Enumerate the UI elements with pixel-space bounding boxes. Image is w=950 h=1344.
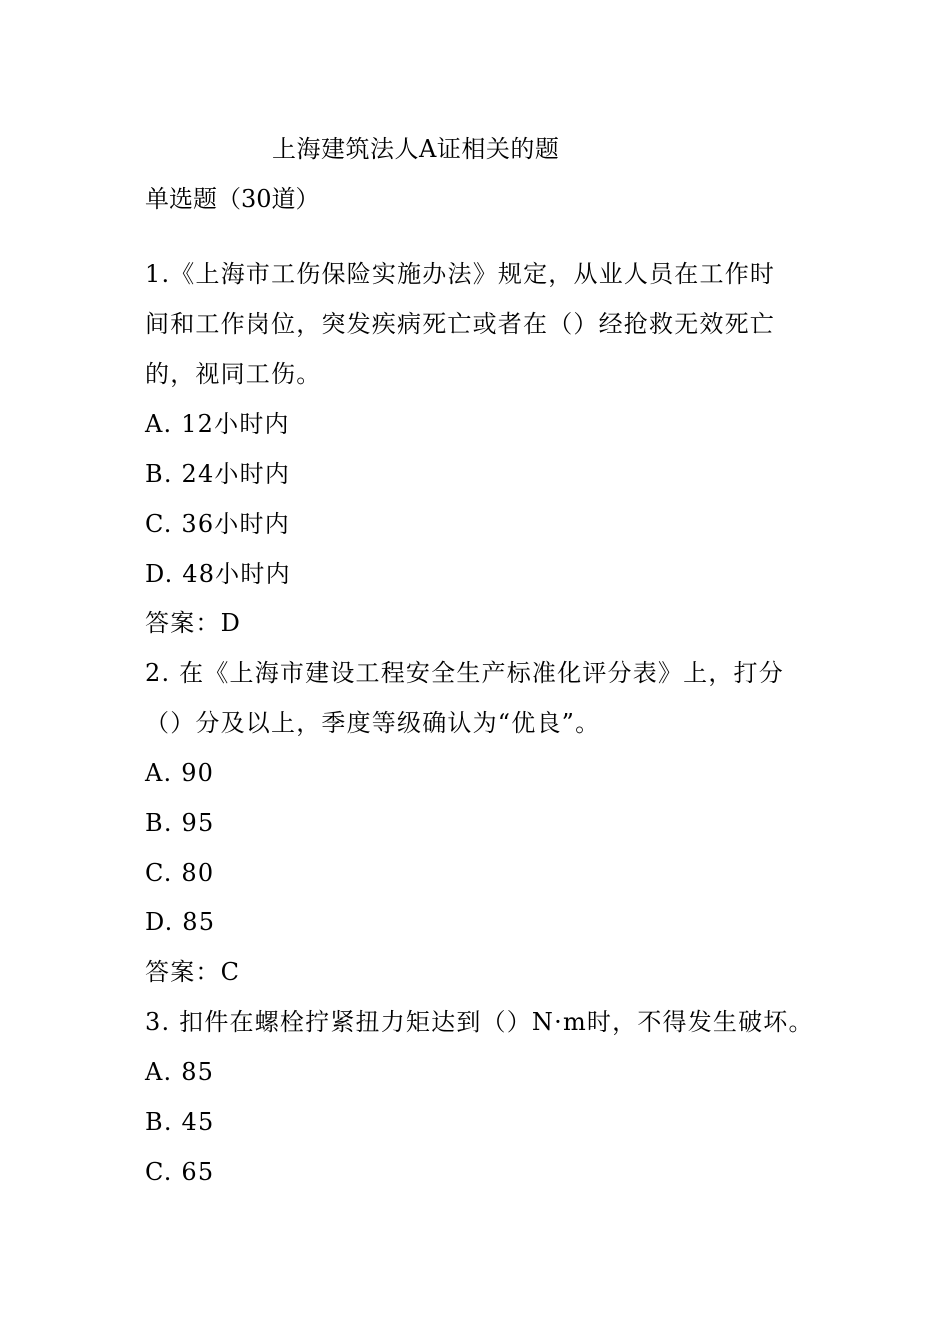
question-2-stem-line-1: 2. 在《上海市建设工程安全生产标准化评分表》上，打分 — [145, 659, 784, 687]
question-3-option-a: A. 85 — [145, 1058, 215, 1086]
question-1-stem-line-2: 间和工作岗位，突发疾病死亡或者在（）经抢救无效死亡 — [145, 310, 775, 338]
question-2-option-a: A. 90 — [145, 759, 215, 787]
section-heading: 单选题（30道） — [145, 185, 320, 213]
question-3-stem-line-1: 3. 扣件在螺栓拧紧扭力矩达到（）N·m时，不得发生破坏。 — [145, 1008, 814, 1036]
question-1-option-d: D. 48小时内 — [145, 560, 291, 588]
question-3-option-b: B. 45 — [145, 1108, 215, 1136]
question-1-answer: 答案：D — [145, 609, 242, 637]
question-1-option-c: C. 36小时内 — [145, 510, 290, 538]
document-title: 上海建筑法人A证相关的题 — [272, 135, 560, 163]
question-2-stem-line-2: （）分及以上，季度等级确认为“优良”。 — [145, 709, 601, 737]
question-2-answer: 答案：C — [145, 958, 241, 986]
question-1-stem-line-1: 1.《上海市工伤保险实施办法》规定，从业人员在工作时 — [145, 260, 776, 288]
question-2-option-b: B. 95 — [145, 809, 215, 837]
question-3-option-c: C. 65 — [145, 1158, 215, 1186]
question-2-option-c: C. 80 — [145, 859, 215, 887]
question-2-option-d: D. 85 — [145, 908, 216, 936]
question-1-stem-line-3: 的，视同工伤。 — [145, 360, 322, 388]
question-1-option-a: A. 12小时内 — [145, 410, 290, 438]
question-1-option-b: B. 24小时内 — [145, 460, 291, 488]
